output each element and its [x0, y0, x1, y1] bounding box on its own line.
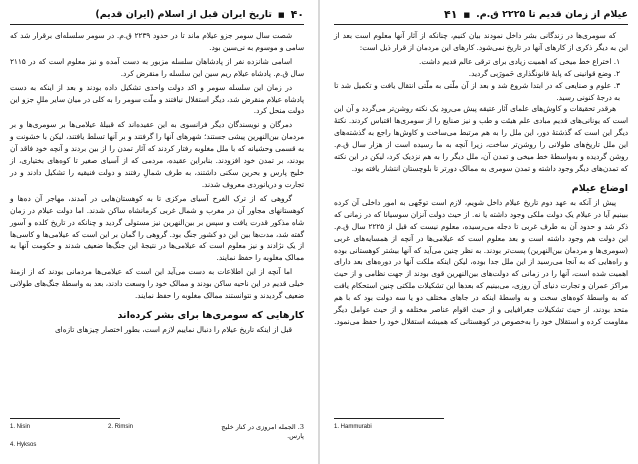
footnote-row [10, 423, 304, 441]
paragraph: هرقدر تحقیقات و کاوش‌های علمای آثار عتیقه پیش می‌رود یک نکته روشن‌تر می‌گردد و آن این است که یونانی‌های قدیم مبادی علم هیئت و طب و نیز صنایع را از سومری‌ها اقتباس کردند. نکتهٔ دیگر این است که گذشتهٔ دور، این ملل را به هم مرتبط می‌ساخت و کاوش‌ها راجع به گذشته‌های این ملل تاریخ‌های طولانی را روشن‌تر ساخت، زیرا آنچه به ما رسیده است از هزار سال ق.م. روشن گردیده و به‌واسطهٔ خط میخی و تمدن آن، ملل دیگر را به هم نزدیک کرد، لیکن در این نکته که تمدن‌های دیگر وجود داشته و تمدن سومری به ممالک دورتر تا بلوچستان انتشار یافته بود. [334, 104, 628, 173]
right-page-header [334, 8, 628, 25]
right-running-title: عیلام از زمان قدیم تا ۲۲۲۵ ق.م. [476, 9, 628, 20]
right-subheading: اوضاع عیلام [571, 182, 628, 194]
list-item: ۲. وضع قوانینی که پایهٔ قانونگذاری حَمورَبی گردید. [468, 68, 620, 78]
left-page-body [10, 30, 304, 302]
numbered-list [334, 56, 628, 104]
paragraph: شصت سال سومر جزو عیلام ماند تا در حدود ۲۲۳۹ ق.م. در سومر سلسله‌ای برقرار شد که سامی و موسوم به نی‌سین بود. [10, 31, 304, 52]
square-bullet-icon: ■ [277, 10, 285, 19]
footnote-divider [334, 418, 444, 419]
paragraph: اما آنچه از این اطلاعات به دست می‌آید این است که عیلامی‌ها مردمانی بودند که از ازمنهٔ خیلی قدیم در این ناحیه ساکن بودند و ممالک خود را وسعت دادند، بعد به واسطهٔ جنگ‌های طولانی ضعیف گردیدند و نتوانستند ممالک مغلوبه را حفظ نمایند. [10, 267, 304, 301]
footnote: 3. الجمله امروزی در کنار خلیج پارس. [221, 423, 304, 440]
left-page-number: ۴۰ [290, 8, 304, 21]
right-sub-body [334, 197, 628, 328]
right-page-body [334, 30, 628, 175]
left-page-header [10, 8, 304, 25]
left-sub-body [10, 324, 304, 336]
paragraph: که سومری‌ها در زندگانی بشر داخل نمودند بیان کنیم، چنانکه از آثار آنها معلوم است بعد از این به دیگر ذکری از کارهای آنها در تاریخ نمی‌شود. کارهای این مردمان از قرار ذیل است: [334, 31, 628, 52]
right-page [320, 0, 638, 464]
left-subheading: کارهایی که سومری‌ها برای بشر کرده‌اند [117, 309, 304, 321]
square-bullet-icon: ■ [463, 10, 471, 19]
list-item: ۳. علوم و صنایعی که در ابتدا شروع شد و بعد از آن ملّتی به ملّتی انتقال یافت و تکمیل شد تا به درجهٔ کنونی رسید. [334, 80, 620, 102]
paragraph: در زمان این سلسله سومر و اکد دولت واحدی تشکیل داده بودند و بعد از اینکه به دست پادشاه عیلام منقرض شد، دیگر استقلال نیافتند و ملّت سومر را به کلی در میان سایر مللِ جزو این دولت منحل کرد. [10, 82, 304, 116]
left-footnotes [10, 418, 304, 450]
footnote-row [334, 423, 628, 432]
paragraph: دمرگان و نویسندگان دیگر فرانسوی به این عقیده‌اند که قبیلهٔ عیلامی‌ها بر سومری‌ها و بر مردمان بین‌النهرین پیشی جستند؛ شهرهای آنها را گرفتند و بر آنها تسلط یافتند، لیکن با خشونت و به قسمی وحشیانه که با ملل مغلوبه رفتار کردند که آثار تمدن را از بین بردند و آنچه خود فاقد آن بودند، بر تمدن خود افزودند. بنابراین عقیده، مردمی که از آسیای صغیر تا کوه‌های بختیاری، از خلیج پارس و بحرین سکنی داشتند، به طرف شمالِ رفتند و دولت فنیقیه را تشکیل دادند و در تجارت و دریانوردی معروف شدند. [10, 120, 304, 189]
left-page [0, 0, 318, 464]
footnote: 1. Hammurabi [334, 424, 372, 430]
footnote: 4. Hyksos [10, 442, 37, 448]
footnote-row [10, 441, 304, 450]
right-footnotes [334, 418, 628, 432]
list-item: ۱. اختراع خط میخی که اهمیت زیادی برای ترقی عالم قدیم داشت. [419, 56, 620, 66]
footnote-divider [10, 418, 120, 419]
footnote: 2. Rimsin [108, 424, 134, 430]
right-page-number: ۴۱ [444, 8, 458, 21]
left-running-title: تاریخ ایران قبل از اسلام (ایران قدیم) [95, 9, 272, 20]
paragraph: گروهی که از ترک الفرح آسیای مرکزی تا به کوهستان‌هایی در آمدند، مهاجر آن ده‌ها و کوهستانهای مجاور آن در مغرب و شمال غربی کرمانشاه ساکن شدند. اما دولت عیلام در زمان شاه مذکور قدرت یافت و سپس بر بین‌النهرین نیز مستولی گردید و چنانکه در تاریخ کلده و آسور گفته شد، مدت‌ها بین این دو کشور جنگ بود. گروهی را گمان بر این است که عیلامی‌ها و کاسی‌ها از یک نژادند و نیز معلوم است که عیلامی‌ها در نتیجهٔ این جنگ‌ها ضعیف شدند و حکومت آنها به ممالک مغلوبه را حفظ نمایند. [10, 193, 304, 263]
footnote: 1. Nisin [10, 424, 31, 430]
paragraph: اسامی شانزده نفر از پادشاهان سلسله مزبور به دست آمده و نیز معلوم است که در ۲۱۱۵ سال ق.م. پادشاه عیلام ریم سین این سلسله را منقرض کرد. [10, 56, 304, 78]
paragraph: قبل از اینکه تاریخ عیلام را دنبال نماییم لازم است، بطور اختصار چیزهای تازه‌ای [54, 324, 292, 334]
paragraph: پیش از آنکه به عهد دوم تاریخ عیلام داخل شویم، لازم است توجّهی به امور داخلی آن کرده ببینیم آیا در عیلام یک دولت ملکی وجود داشته یا نه. از حیث دولت آنزان سوسیانا که در زمانی که ذکر شد و حدود آن به طرف غربی تا دجله می‌رسیده، معلوم نیست که قبل از ۲۲۲۵ سال ق.م. این دولت هم وجود داشته است و بعد معلوم است که عیلامی‌ها در آنچه از همسایه‌های غربی (سومری‌ها و مردمان بین‌النهرین) پست‌تر بودند. به نظر چنین می‌آید که آنها بیشتر کوهستانی بوده و راه‌هایی که به آنجا می‌رسید از این ملل جدا بوده، لیکن اینکه ملکت آنها در دوره‌های بعد دارای اهمیت شده است، آنها را در زمانی که دولت‌های بین‌النهرین قوی بودند از جهت نظامی و از حیث مراکز عمران و تجارت دنیای آن روزی، می‌بینیم که بعدها این تشکیلات ملکتی چنین استحکام یافت که به واسطهٔ کوه‌های سخت و به واسطهٔ اینکه در جاهای مختلف دو یا سه دولت بود که با هم متحد بودند، از حیث تشکیلات جغرافیایی و از حیث اقوام عناصر مختلفه و از حیث عوامل دیگر مقاومت کرده و استقلال خود را به‌خصوص در کوهستانی که همیشه استقلال خود را حفظ می‌نمود. [334, 197, 628, 326]
